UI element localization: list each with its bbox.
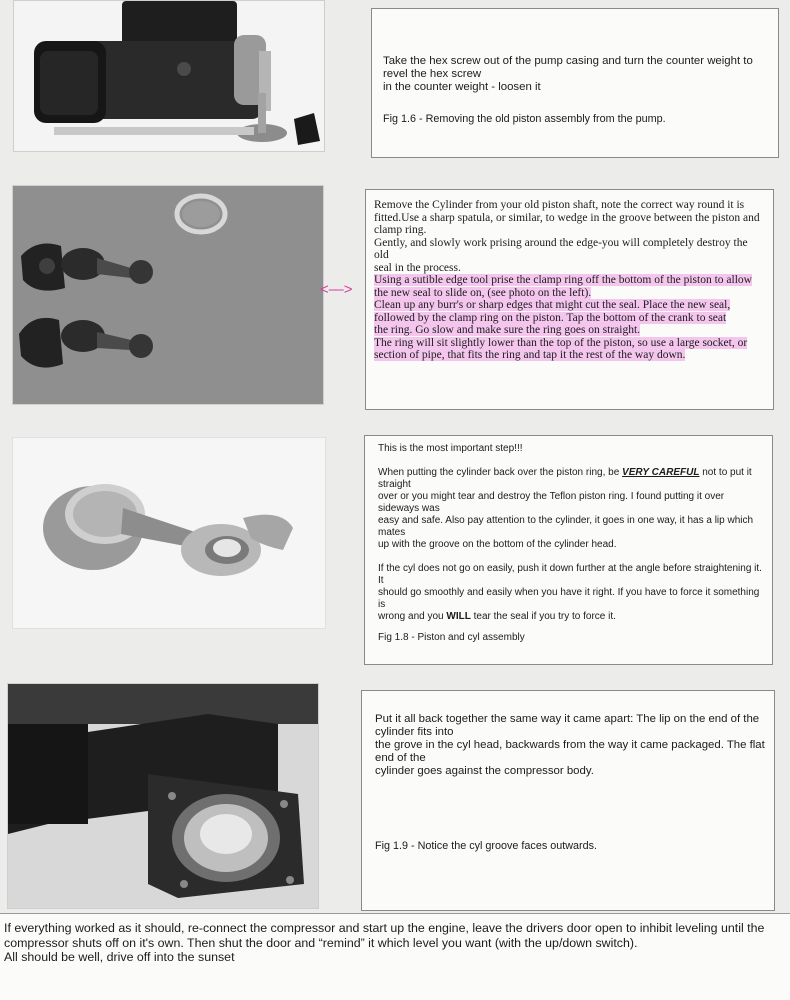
will-emphasis: WILL xyxy=(446,611,471,622)
fig17-plain-para-3: seal in the process. xyxy=(374,261,461,274)
fig18-para1-line-2: over or you might tear and destroy the Teflon piston ring. I found putting it over sideways was xyxy=(378,491,725,514)
fig16-text-line-1: Take the hex screw out of the pump casing and turn the counter weight to revel the hex screw xyxy=(383,55,753,80)
fig16-caption: Fig 1.6 - Removing the old piston assembly from the pump. xyxy=(383,113,666,125)
fig16-text-line-2: in the counter weight - loosen it xyxy=(383,81,541,93)
closing-line-1: If everything worked as it should, re-connect the compressor and start up the engine, leave the drivers door open to inhibit leveling until the compressor shuts off on it's own. Then shut the door and “remind” it which level you want (with the up/down switch). xyxy=(4,921,765,950)
fig18-para1-line-4: up with the groove on the bottom of the cylinder head. xyxy=(378,539,617,550)
photo-piston-parts xyxy=(12,185,324,405)
fig18-para1-first-line: When putting the cylinder back over the piston ring, be VERY CAREFUL not to put it straight xyxy=(378,467,752,490)
highlight-arrow-mark: <—> xyxy=(320,281,353,298)
closing-line-2: All should be well, drive off into the sunset xyxy=(4,950,235,964)
fig18-textbox xyxy=(364,435,773,665)
photo-pump-counterweight xyxy=(13,0,325,152)
fig17-highlight-para-3: the ring. Go slow and make sure the ring goes on straight. xyxy=(374,324,641,336)
photo-compressor-body xyxy=(7,683,319,909)
fig18-para2-last-line: wrong and you WILL tear the seal if you try to force it. xyxy=(378,611,616,622)
fig17-textbox xyxy=(365,189,774,410)
fig18-para1-line-3: easy and safe. Also pay attention to the cylinder, it goes in one way, it has a lip which mates xyxy=(378,515,754,538)
fig18-heading: This is the most important step!!! xyxy=(378,443,523,454)
fig16-textbox xyxy=(371,8,779,158)
photo-piston-cyl-assembly xyxy=(12,437,326,629)
fig17-plain-para-2: Gently, and slowly work prising around the edge-you will completely destroy the old xyxy=(374,236,748,261)
fig17-plain-para-1: Remove the Cylinder from your old piston shaft, note the correct way round it is fitted.Use a sharp spatula, or similar, to wedge in the groove between the piston and clamp ring. xyxy=(374,199,760,236)
fig19-text-line-1: Put it all back together the same way it came apart: The lip on the end of the cylinder fits into xyxy=(375,713,760,738)
closing-paragraph xyxy=(0,913,790,1000)
fig19-textbox xyxy=(361,690,775,911)
fig19-text-line-2: the grove in the cyl head, backwards from the way it came packaged. The flat end of the xyxy=(375,739,765,764)
fig19-caption: Fig 1.9 - Notice the cyl groove faces outwards. xyxy=(375,840,598,852)
fig18-para2-line-2: should go smoothly and easily when you have it right. If you have to force it something is xyxy=(378,587,760,610)
very-careful-emphasis: VERY CAREFUL xyxy=(622,467,700,478)
fig17-highlight-para-1: Using a sutible edge tool prise the clamp ring off the bottom of the piston to allow the new seal to slide on, (see photo on the left). xyxy=(374,274,752,299)
fig19-text-line-3: cylinder goes against the compressor body. xyxy=(375,765,594,777)
fig18-para2-line-1: If the cyl does not go on easily, push it down further at the angle before straightening it. It xyxy=(378,563,762,586)
fig17-highlight-para-2: Clean up any burr's or sharp edges that might cut the seal. Place the new seal, followed by the clamp ring on the piston. Tap the bottom of the crank to seat xyxy=(374,299,731,324)
fig18-caption: Fig 1.8 - Piston and cyl assembly xyxy=(378,632,525,643)
fig17-highlight-para-4: The ring will sit slightly lower than the top of the piston, so use a large socket, or section of pipe, that fits the ring and tap it the rest of the way down. xyxy=(374,336,748,361)
